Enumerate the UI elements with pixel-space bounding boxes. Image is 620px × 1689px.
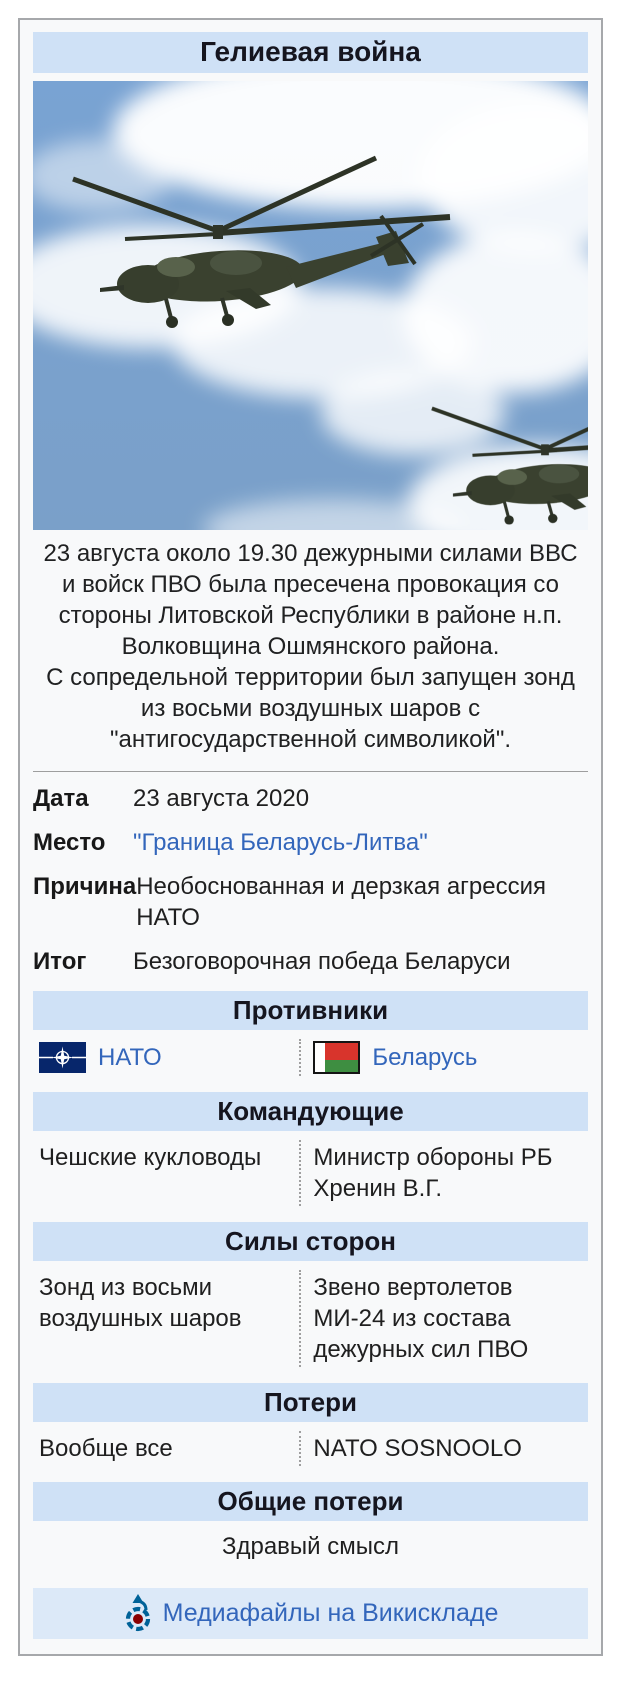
- forces-row: [33, 1261, 588, 1375]
- helicopters-photo[interactable]: [33, 81, 588, 530]
- fact-row-cause: [33, 864, 588, 939]
- infobox-footer: [33, 1588, 588, 1639]
- fact-row-result: [33, 939, 588, 983]
- facts-table: [33, 776, 588, 983]
- fact-label-place: Место: [33, 829, 106, 856]
- section-header-forces: Силы сторон: [33, 1222, 588, 1261]
- section-header-commanders: Командующие: [33, 1092, 588, 1131]
- losses-right: NATO SOSNOOLO: [299, 1431, 588, 1466]
- fact-value-cause: Необоснованная и дерзкая агрессия НАТО: [136, 873, 547, 931]
- section-header-opponents: Противники: [33, 991, 588, 1030]
- photo-caption: [33, 530, 588, 765]
- losses-row: [33, 1422, 588, 1474]
- caption-paragraph-1: 23 августа около 19.30 дежурными силами ВВС и войск ПВО была пресечена провокация со стороны Литовской Республики в районе н.п. Волковщина Ошмянского района.: [43, 540, 578, 660]
- belarus-link[interactable]: Беларусь: [372, 1044, 478, 1071]
- fact-label-date: Дата: [33, 785, 89, 812]
- opponent-left-cell: [33, 1039, 299, 1076]
- fact-value-result: Безоговорочная победа Беларуси: [133, 948, 511, 975]
- commander-right: Министр обороны РБ Хренин В.Г.: [299, 1140, 588, 1206]
- caption-paragraph-2: С сопредельной территории был запущен зонд из восьми воздушных шаров с "антигосударственной символикой".: [46, 664, 575, 753]
- fact-row-date: [33, 776, 588, 820]
- place-link[interactable]: "Граница Беларусь-Литва": [133, 829, 428, 856]
- section-header-losses: Потери: [33, 1383, 588, 1422]
- opponents-row: [33, 1030, 588, 1084]
- caption-divider: [33, 771, 588, 772]
- forces-left: Зонд из восьми воздушных шаров: [39, 1274, 242, 1332]
- fact-label-cause: Причина: [33, 873, 137, 900]
- fact-row-place: [33, 820, 588, 864]
- belarus-flag-icon: [313, 1041, 360, 1074]
- nato-flag-icon: [39, 1042, 86, 1073]
- wikimedia-commons-logo-icon: [123, 1593, 153, 1633]
- infobox-title: Гелиевая война: [33, 32, 588, 73]
- infobox-helium-war: [18, 18, 603, 1656]
- commanders-row: [33, 1131, 588, 1214]
- opponent-right-cell: [299, 1039, 588, 1076]
- commander-left: Чешские кукловоды: [39, 1144, 262, 1171]
- fact-label-result: Итог: [33, 948, 87, 975]
- losses-left: Вообще все: [39, 1435, 173, 1462]
- forces-right: Звено вертолетов МИ-24 из состава дежурных сил ПВО: [299, 1270, 588, 1367]
- fact-value-date: 23 августа 2020: [133, 785, 310, 812]
- total-losses-value: Здравый смысл: [221, 1533, 400, 1560]
- section-header-total-losses: Общие потери: [33, 1482, 588, 1521]
- commons-link[interactable]: Медиафайлы на Викискладе: [162, 1598, 499, 1627]
- nato-link[interactable]: НАТО: [98, 1044, 162, 1071]
